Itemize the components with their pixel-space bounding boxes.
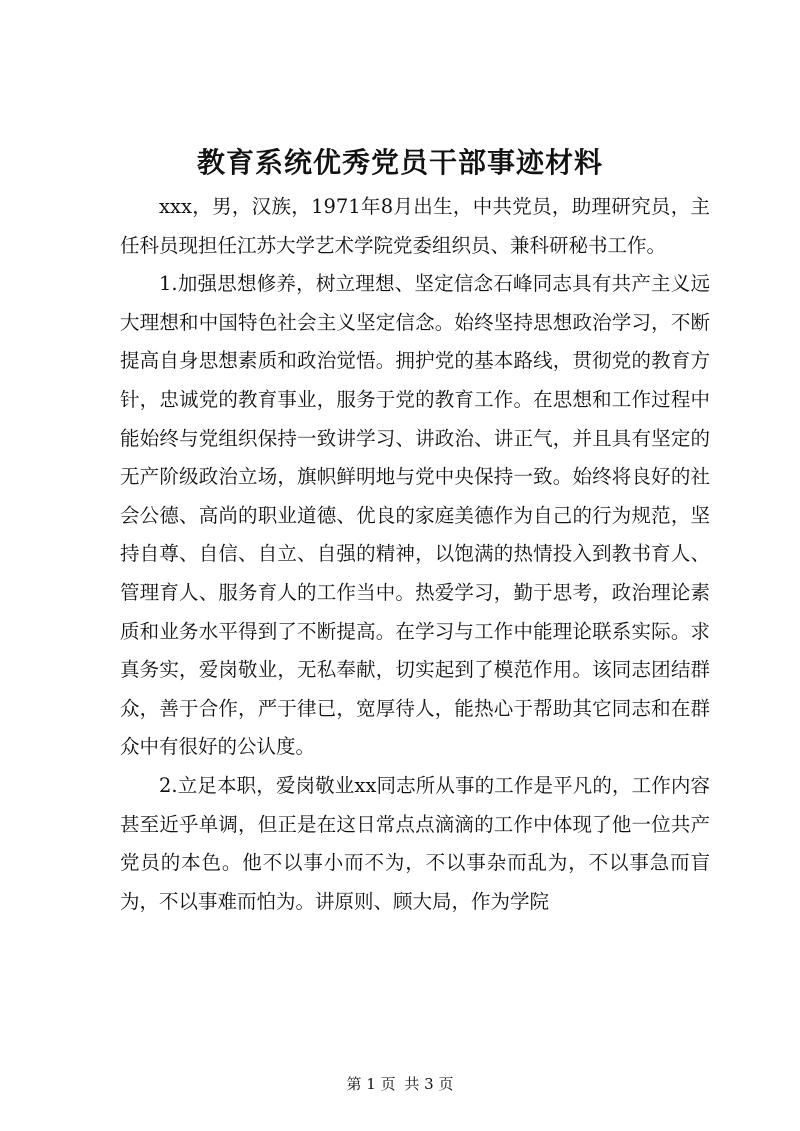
- paragraph-intro: xxx，男，汉族，1971年8月出生，中共党员，助理研究员，主任科员现担任江苏大学艺术学院党委组织员、兼科研秘书工作。: [120, 195, 710, 257]
- page-total: 共 3 页: [404, 1075, 454, 1093]
- paragraph-section-2: 2.立足本职，爱岗敬业xx同志所从事的工作是平凡的，工作内容甚至近乎单调，但正是在这日常点点滴滴的工作中体现了他一位共产党员的本色。他不以事小而不为，不以事杂而乱为，不以事急而盲为，不以事难而怕为。讲原则、顾大局，作为学院: [120, 773, 710, 913]
- document-body: [120, 188, 710, 921]
- page-footer: [0, 1073, 800, 1095]
- page-number: 第 1 页: [346, 1075, 396, 1093]
- document-title: 教育系统优秀党员干部事迹材料: [196, 146, 603, 179]
- paragraph-section-1: 1.加强思想修养，树立理想、坚定信念石峰同志具有共产主义远大理想和中国特色社会主义坚定信念。始终坚持思想政治学习，不断提高自身思想素质和政治觉悟。拥护党的基本路线，贯彻党的教育方针，忠诚党的教育事业，服务于党的教育工作。在思想和工作过程中能始终与党组织保持一致讲学习、讲政治、讲正气，并且具有坚定的无产阶级政治立场，旗帜鲜明地与党中央保持一致。始终将良好的社会公德、高尚的职业道德、优良的家庭美德作为自己的行为规范，坚持自尊、自信、自立、自强的精神，以饱满的热情投入到教书育人、管理育人、服务育人的工作当中。热爱学习，勤于思考，政治理论素质和业务水平得到了不断提高。在学习与工作中能理论联系实际。求真务实，爱岗敬业，无私奉献，切实起到了模范作用。该同志团结群众，善于合作，严于律已，宽厚待人，能热心于帮助其它同志和在群众中有很好的公认度。: [120, 272, 710, 759]
